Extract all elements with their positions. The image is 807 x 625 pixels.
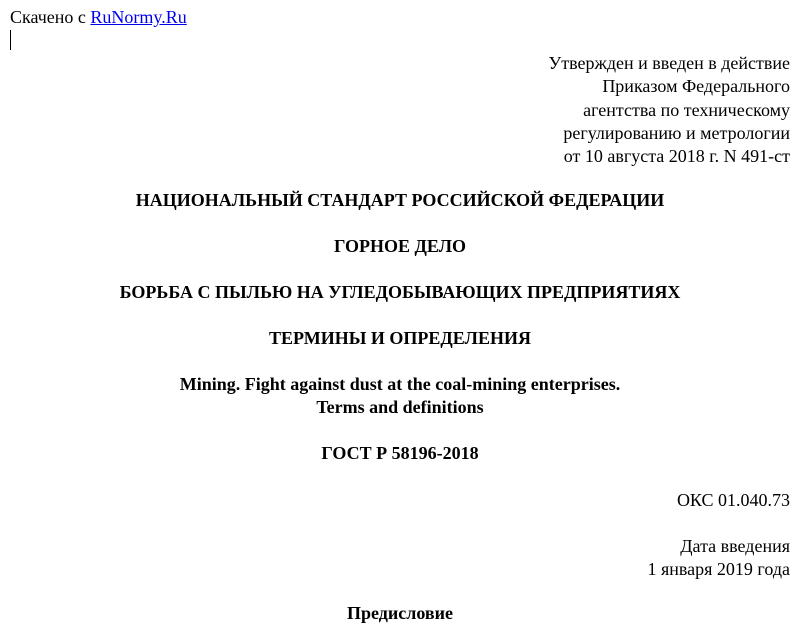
approval-block xyxy=(548,52,790,168)
source-prefix: Скачено с xyxy=(10,7,86,27)
effective-date: 1 января 2019 года xyxy=(647,559,790,579)
source-note xyxy=(10,6,187,28)
approval-line: от 10 августа 2018 г. N 491-ст xyxy=(563,146,790,167)
approval-line: регулированию и метрологии xyxy=(563,122,790,143)
standard-type-heading: НАЦИОНАЛЬНЫЙ СТАНДАРТ РОССИЙСКОЙ ФЕДЕРАЦИИ xyxy=(135,190,665,210)
field-heading: ГОРНОЕ ДЕЛО xyxy=(333,236,467,256)
section-heading-foreword: Предисловие xyxy=(347,603,453,623)
text-cursor xyxy=(10,30,11,50)
effective-date-label: Дата введения xyxy=(680,536,790,556)
oks-code: ОКС 01.040.73 xyxy=(676,490,790,510)
document-title-en-line1: Mining. Fight against dust at the coal-mining enterprises. xyxy=(179,374,621,394)
document-title-ru: БОРЬБА С ПЫЛЬЮ НА УГЛЕДОБЫВАЮЩИХ ПРЕДПРИЯТИЯХ xyxy=(119,282,681,302)
document-title-en-line2: Terms and definitions xyxy=(316,397,484,417)
approval-line: Приказом Федерального xyxy=(602,76,790,97)
gost-number: ГОСТ Р 58196-2018 xyxy=(321,443,479,463)
document-subtitle-ru: ТЕРМИНЫ И ОПРЕДЕЛЕНИЯ xyxy=(269,328,531,348)
source-link[interactable]: RuNormy.Ru xyxy=(90,7,187,27)
approval-line: Утвержден и введен в действие xyxy=(548,53,790,73)
approval-line: агентства по техническому xyxy=(583,99,790,120)
